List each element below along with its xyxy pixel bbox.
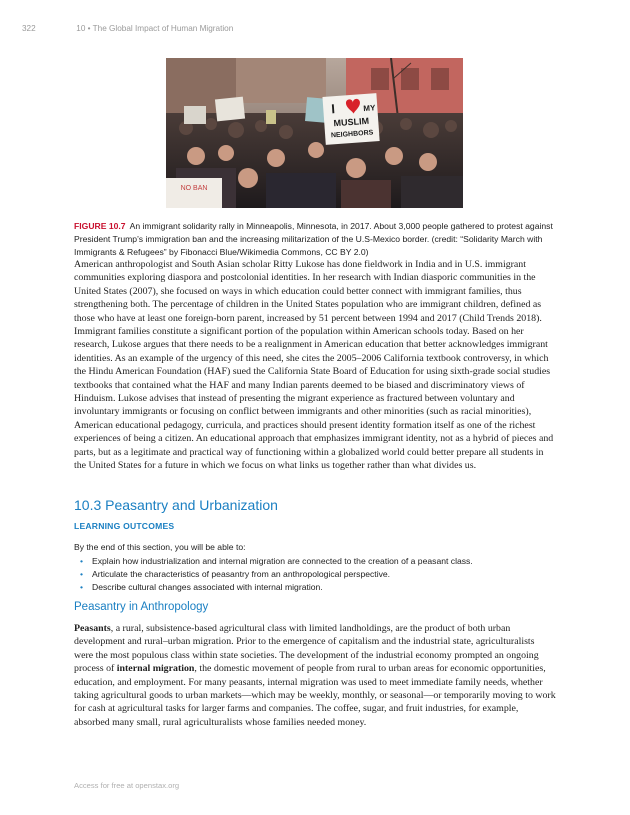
protest-sign-bottom: NO BAN xyxy=(180,185,208,192)
figure-caption-text: An immigrant solidarity rally in Minneapolis, Minnesota, in 2017. About 3,000 people gathered to protest against President Trump’s immigration ban and the increasing militarization of the U.S-Mexico border. (credit: “Solidarity March with Immigrants & Refugees” by Fibonacci Blue/Wikimedia Commons, CC BY 2.0) xyxy=(74,220,553,258)
body-paragraph-peasants xyxy=(74,622,556,729)
rally-photo xyxy=(166,58,463,208)
key-term-internal-migration: internal migration xyxy=(116,663,195,675)
footer-link[interactable]: Access for free at openstax.org xyxy=(74,781,180,790)
running-header xyxy=(22,24,233,33)
sign-word-my: MY xyxy=(363,103,376,114)
body-paragraph-lukose: American anthropologist and South Asian scholar Ritty Lukose has done fieldwork in India and in U.S. immigrant communities exploring diaspora and postcolonial identities. In her research with Indian diasporic communities in the United States (2007), she focused on ways in which education could better connect with immigrant families, thus strengthening both. The percentage of children in the United States population who are immigrant children, defined as those who have at least one foreign-born parent, increased by 51 percent between 1994 and 2017 (Child Trends 2018). Immigrant families constitute a significant portion of the population within American schools today. Based on her research, Lukose argues that there needs to be a realignment in American education that better acknowledges immigrant identities. As an example of the urgency of this need, she cites the 2005–2006 California textbook controversy, in which the Hindu American Foundation (HAF) sued the California State Board of Education for using sixth-grade social studies textbooks that contained what the HAF and many Indian parents deemed to be biased and discriminatory views of Hinduism. Lukose advises that instead of presenting the migrant experience as fractured between voluntary and involuntary immigrants or focusing on conflict between immigrants and other minorities (such as racial minorities), American educational pedagogy, curricula, and practices should present identity formation itself as one of the richest experiences of being a citizen. An educational approach that emphasizes immigrant identity, not as a hybrid of pieces and parts, but as a legitimate and practical way of functioning within a globalized world could better prepare all students in the United States for a future in which we focus on what links us together rather than what divides us. xyxy=(74,259,554,472)
list-item: • Explain how industrialization and internal migration are connected to the creation of a peasant class. xyxy=(74,555,473,568)
section-title: 10.3 Peasantry and Urbanization xyxy=(74,497,278,513)
learning-outcomes-list xyxy=(74,555,473,594)
subsection-title: Peasantry in Anthropology xyxy=(74,601,209,613)
list-item: • Describe cultural changes associated with internal migration. xyxy=(74,581,473,594)
figure-label: FIGURE 10.7 xyxy=(74,220,126,231)
key-term-peasants: Peasants xyxy=(74,623,111,634)
paragraph-text-part2: , the domestic movement of people from rural to urban areas for economic opportunities, education, and employment. For many peasants, internal migration was used to meet immediate family needs, whether taking agricultural goods to urban markets—which may be weekly, monthly, or seasonal—or temporarily moving to work for cash at agricultural tasks for larger farms and companies. The coffee, sugar, and fruit industries, for example, absorbed many small, rural agriculturalists whose families needed money. xyxy=(74,663,556,728)
page-number: 322 xyxy=(22,24,36,33)
learning-outcomes-heading: LEARNING OUTCOMES xyxy=(74,521,175,531)
paragraph-text-part1: , a rural, subsistence-based agricultural class with limited landholdings, are the product of both urban development and rural–urban migration. Prior to the emergence of capitalism and the industrial state, agriculturalists were the most populous class within state societies. The development of the industrial economy prompted an ongoing process of xyxy=(74,623,539,675)
sign-word-muslim: MUSLIM xyxy=(333,115,370,129)
learning-outcomes-intro: By the end of this section, you will be able to: xyxy=(74,542,246,552)
list-item: • Articulate the characteristics of peasantry from an anthropological perspective. xyxy=(74,568,473,581)
sign-word-i: I xyxy=(330,101,336,117)
figure-caption xyxy=(74,220,556,260)
sign-word-neighbors: NEIGHBORS xyxy=(330,129,374,140)
chapter-title: 10 • The Global Impact of Human Migration xyxy=(76,24,234,33)
